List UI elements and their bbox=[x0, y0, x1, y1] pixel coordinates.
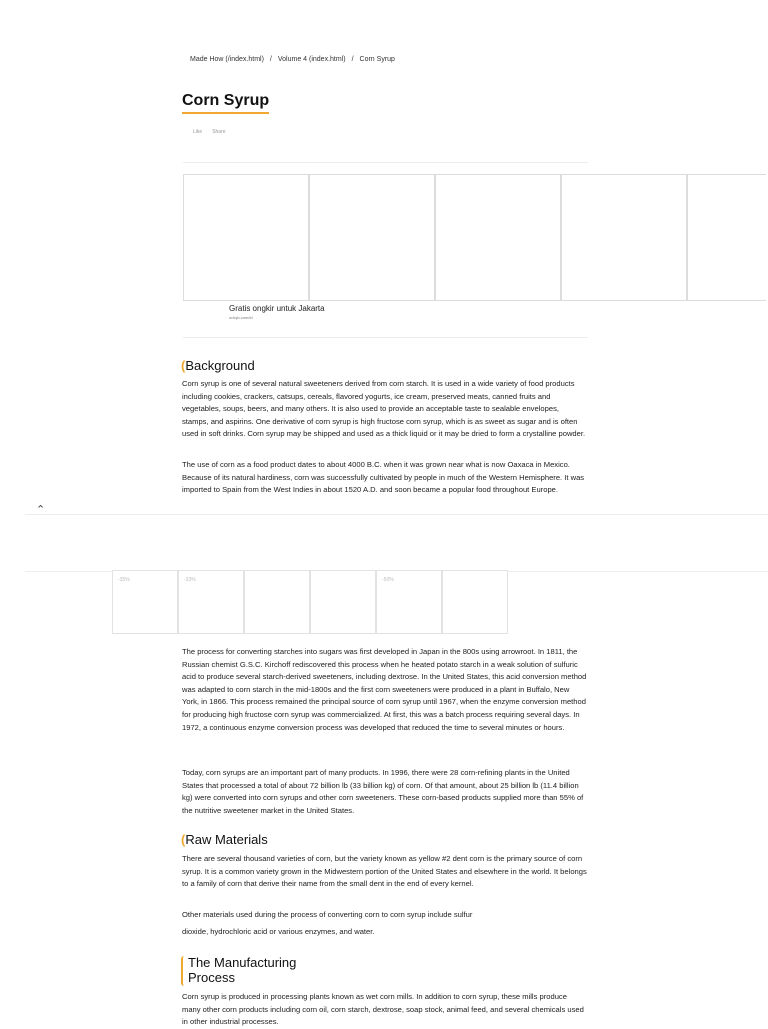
ad-card[interactable] bbox=[309, 174, 435, 301]
heading-bracket-icon: ( bbox=[181, 358, 186, 373]
section-heading-background bbox=[181, 358, 255, 373]
paragraph: The use of corn as a food product dates to about 4000 B.C. when it was grown near what is now Oaxaca in Mexico. Because of its natural hardiness, corn was successfully cultivated by people in much of the Western Hemisphere. It was imported to Spain from the West Indies in about 1520 A.D. and soon became a popular food throughout Europe. bbox=[182, 460, 585, 495]
promo-card[interactable] bbox=[178, 570, 244, 634]
ad-card[interactable] bbox=[561, 174, 687, 301]
section-heading-text: Raw Materials bbox=[185, 832, 268, 847]
chevron-up-icon[interactable]: ⌃ bbox=[36, 504, 46, 516]
paragraph: dioxide, hydrochloric acid or various enzymes, and water. bbox=[182, 927, 375, 936]
promo-card[interactable] bbox=[310, 570, 376, 634]
discount-badge: -35% bbox=[118, 577, 130, 583]
paragraph: Corn syrup is produced in processing plants known as wet corn mills. In addition to corn syrup, these mills produce many other corn products including corn oil, corn starch, dextrose, soap stock, animal feed, and several chemicals used in other industrial processes. bbox=[182, 992, 584, 1027]
promo-card[interactable] bbox=[244, 570, 310, 634]
section-heading-raw-materials bbox=[181, 832, 268, 847]
ad-url[interactable]: uniqlo.com/id bbox=[229, 315, 253, 320]
ad-card[interactable] bbox=[687, 174, 766, 301]
ad-card[interactable] bbox=[183, 174, 309, 301]
breadcrumb-current: Corn Syrup bbox=[359, 56, 395, 63]
paragraph: The process for converting starches into sugars was first developed in Japan in the 800s using arrowroot. In 1811, the Russian chemist G.S.C. Kirchoff rediscovered this process when he heated potato starch in a weak solution of sulfuric acid to produce several starch-derived sweeteners, including dextrose. In the United States, this acid conversion method was adapted to corn starch in the mid-1800s and the first corn sweeteners were produced in a plant in Buffalo, New York, in 1866. This process remained the principal source of corn syrup until 1967, when the enzyme conversion method for producing high fructose corn syrup was commercialized. At first, this was a batch process requiring several days. In 1972, a continuous enzyme conversion process was developed that reduced the time to several minutes or hours. bbox=[182, 647, 587, 732]
breadcrumb-separator: / bbox=[269, 56, 272, 63]
promo-card[interactable] bbox=[376, 570, 442, 634]
breadcrumb bbox=[190, 56, 395, 63]
breadcrumb-home-link[interactable]: Made How (/index.html) bbox=[190, 56, 264, 63]
ad-card[interactable] bbox=[435, 174, 561, 301]
divider bbox=[183, 162, 588, 163]
like-button[interactable]: Like bbox=[193, 129, 203, 135]
ad-title[interactable]: Gratis ongkir untuk Jakarta bbox=[229, 304, 325, 313]
section-heading-text: Process bbox=[188, 970, 235, 985]
breadcrumb-volume-link[interactable]: Volume 4 (index.html) bbox=[277, 56, 346, 63]
heading-bracket-icon: ( bbox=[181, 832, 186, 847]
share-button[interactable]: Share bbox=[212, 129, 226, 135]
page-title: Corn Syrup bbox=[182, 91, 269, 114]
paragraph: Today, corn syrups are an important part of many products. In 1996, there were 28 corn-refining plants in the United States that processed a total of about 72 billion lb (33 billion kg) of corn. Of that amount, about 25 billion lb (11.4 billion kg) were converted into corn syrups and other corn sweeteners. These corn-based products supplied more than 55% of the nutritive sweetener market in the United States. bbox=[182, 768, 584, 815]
breadcrumb-separator: / bbox=[351, 56, 354, 63]
promo-carousel bbox=[112, 570, 508, 634]
paragraph: Corn syrup is one of several natural sweeteners derived from corn starch. It is used in a wide variety of food products including cookies, crackers, catsups, cereals, flavored yogurts, ice cream, preserved meats, canned fruits and vegetables, soups, beers, and many others. It is also used to provide an acceptable taste to sealable envelopes, stamps, and aspirins. One derivative of corn syrup is high fructose corn syrup, which is as sweet as sugar and is often used in soft drinks. Corn syrup may be shipped and used as a thick liquid or it may be dried to form a crystalline powder. bbox=[182, 379, 586, 439]
section-heading-manufacturing bbox=[188, 955, 296, 985]
promo-card[interactable] bbox=[112, 570, 178, 634]
ad-carousel bbox=[183, 174, 766, 301]
divider bbox=[183, 337, 588, 338]
discount-badge: -50% bbox=[382, 577, 394, 583]
promo-card[interactable] bbox=[442, 570, 508, 634]
social-buttons bbox=[193, 129, 236, 135]
sticky-overlay-bar bbox=[25, 514, 768, 572]
heading-bracket-icon bbox=[181, 956, 186, 986]
discount-badge: -33% bbox=[184, 577, 196, 583]
section-heading-text: Background bbox=[185, 358, 255, 373]
section-heading-text: The Manufacturing bbox=[188, 955, 297, 970]
paragraph: There are several thousand varieties of corn, but the variety known as yellow #2 dent corn is the primary source of corn syrup. It is a common variety grown in the Midwestern portion of the United States and elsewhere in the world. It belongs to a family of corn that derive their name from the small dent in the end of every kernel. bbox=[182, 854, 587, 889]
paragraph: Other materials used during the process of converting corn to corn syrup include sulfur bbox=[182, 910, 473, 919]
